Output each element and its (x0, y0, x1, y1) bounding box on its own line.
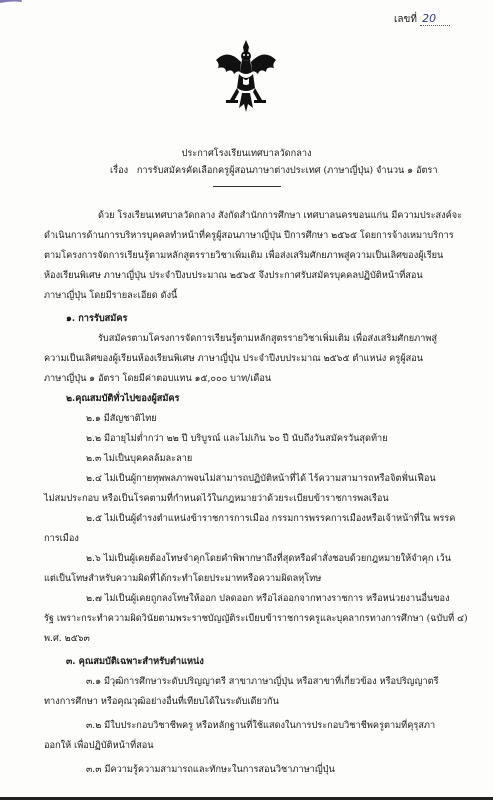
section-2-line: ไม่สมประกอบ หรือเป็นโรคตามที่กำหนดไว้ในกฎหมายว่าด้วยระเบียบข้าราชการพลเรือน (44, 493, 389, 504)
title-divider (213, 186, 281, 187)
intro-line: ด้วย โรงเรียนเทศบาลวัดกลาง สังกัดสำนักการศึกษา เทศบาลนครขอนแก่น มีความประสงค์จะ (98, 210, 463, 221)
section-3-line: ๓.๓ มีความรู้ความสามารถและทักษะในการสอนวิชาภาษาญี่ปุ่น (86, 764, 335, 775)
section-2-line: การเมือง (44, 533, 79, 544)
intro-line: ภาษาญี่ปุ่น โดยมีรายละเอียด ดังนี้ (44, 290, 178, 301)
section-2-line: แต่เป็นโทษสำหรับความผิดที่ได้กระทำโดยประมาทหรือความผิดลหุโทษ (44, 573, 322, 584)
section-2-line: ๒.๖ ไม่เป็นผู้เคยต้องโทษจำคุกโดยคำพิพากษาถึงที่สุดหรือคำสั่งชอบด้วยกฎหมายให้จำคุก เว้น (86, 553, 451, 564)
subject-text: การรับสมัครคัดเลือกครูผู้สอนภาษาต่างประเทศ (ภาษาญี่ปุ่น) จำนวน ๑ อัตรา (136, 165, 438, 176)
section-3-heading: ๓. คุณสมบัติเฉพาะสำหรับตำแหน่ง (66, 656, 204, 667)
section-2-line: ๒.๑ มีสัญชาติไทย (86, 413, 157, 424)
section-2-line: ๒.๒ มีอายุไม่ต่ำกว่า ๒๒ ปี บริบูรณ์ และไม่เกิน ๖๐ ปี นับถึงวันสมัครวันสุดท้าย (86, 433, 388, 444)
intro-line: ดำเนินการด้านการบริหารบุคคลทำหน้าที่ครูผู้สอนภาษาญี่ปุ่น ปีการศึกษา ๒๕๖๕ โดยการจ้างเหมาบริการ (44, 230, 454, 241)
announcement-title: ประกาศโรงเรียนเทศบาลวัดกลาง (181, 148, 312, 159)
section-2-line: ๒.๗ ไม่เป็นผู้เคยถูกลงโทษให้ออก ปลดออก หรือไล่ออกจากทางราชการ หรือหน่วยงานอื่นของ (86, 593, 450, 604)
section-2-line: ๒.๕ ไม่เป็นผู้ดำรงตำแหน่งข้าราชการการเมือง กรรมการพรรคการเมืองหรือเจ้าหน้าที่ใน พรรค (86, 513, 456, 524)
section-2-line: รัฐ เพราะกระทำความผิดวินัยตามพระราชบัญญัติระเบียบข้าราชการครูและบุคลากรทางการศึกษา (ฉบับที่ ๔) (44, 613, 468, 624)
section-2-line: ๒.๔ ไม่เป็นผู้กายทุพพลภาพจนไม่สามารถปฏิบัติหน้าที่ได้ ไร้ความสามารถหรือจิตฟั่นเฟือน (86, 473, 436, 484)
section-3-line: ทางการศึกษา หรือคุณวุฒิอย่างอื่นที่เทียบได้ในระดับเดียวกัน (44, 696, 279, 707)
garuda-emblem-icon (212, 38, 280, 116)
document-number-value: 20 (420, 12, 450, 26)
section-3-line: ออกให้ เพื่อปฏิบัติหน้าที่สอน (44, 740, 154, 751)
subject-line (110, 165, 438, 177)
section-2-line: พ.ศ. ๒๕๖๓ (44, 633, 90, 644)
stamp-mark-icon (0, 0, 26, 16)
section-3-line: ๓.๒ มีใบประกอบวิชาชีพครู หรือหลักฐานที่ใช้แสดงในการประกอบวิชาชีพครูตามที่คุรุสภา (86, 720, 436, 731)
intro-line: ห้องเรียนพิเศษ ภาษาญี่ปุ่น ประจำปีงบประมาณ ๒๕๖๕ จึงประกาศรับสมัครบุคคลปฏิบัติหน้าที่สอน (44, 270, 423, 281)
section-2-heading: ๒.คุณสมบัติทั่วไปของผู้สมัคร (66, 393, 180, 404)
section-1-line: ความเป็นเลิศของผู้เรียนห้องเรียนพิเศษ ภาษาญี่ปุ่น ประจำปีงบประมาณ ๒๕๖๕ ตำแหน่ง ครูผู้สอน (44, 353, 424, 364)
document-number (394, 12, 450, 27)
section-1-line: รับสมัครตามโครงการจัดการเรียนรู้ตามหลักสูตรรายวิชาเพิ่มเติม เพื่อส่งเสริมศักยภาพสู่ (98, 333, 438, 344)
section-1-heading: ๑. การรับสมัคร (66, 313, 128, 324)
intro-line: ตามโครงการจัดการเรียนรู้ตามหลักสูตรรายวิชาเพิ่มเติม เพื่อส่งเสริมศักยภาพสู่ความเป็นเลิศของผู้เรียน (44, 250, 444, 261)
subject-label: เรื่อง (110, 165, 129, 176)
section-1-line: ภาษาญี่ปุ่น ๑ อัตรา โดยมีค่าตอบแทน ๑๕,๐๐๐ บาท/เดือน (44, 373, 272, 384)
section-2-line: ๒.๓ ไม่เป็นบุคคลล้มละลาย (86, 453, 193, 464)
document-number-label: เลขที่ (394, 14, 417, 25)
section-3-line: ๓.๑ มีวุฒิการศึกษาระดับปริญญาตรี สาขาภาษาญี่ปุ่น หรือสาขาที่เกี่ยวข้อง หรือปริญญาตรี (86, 676, 439, 687)
